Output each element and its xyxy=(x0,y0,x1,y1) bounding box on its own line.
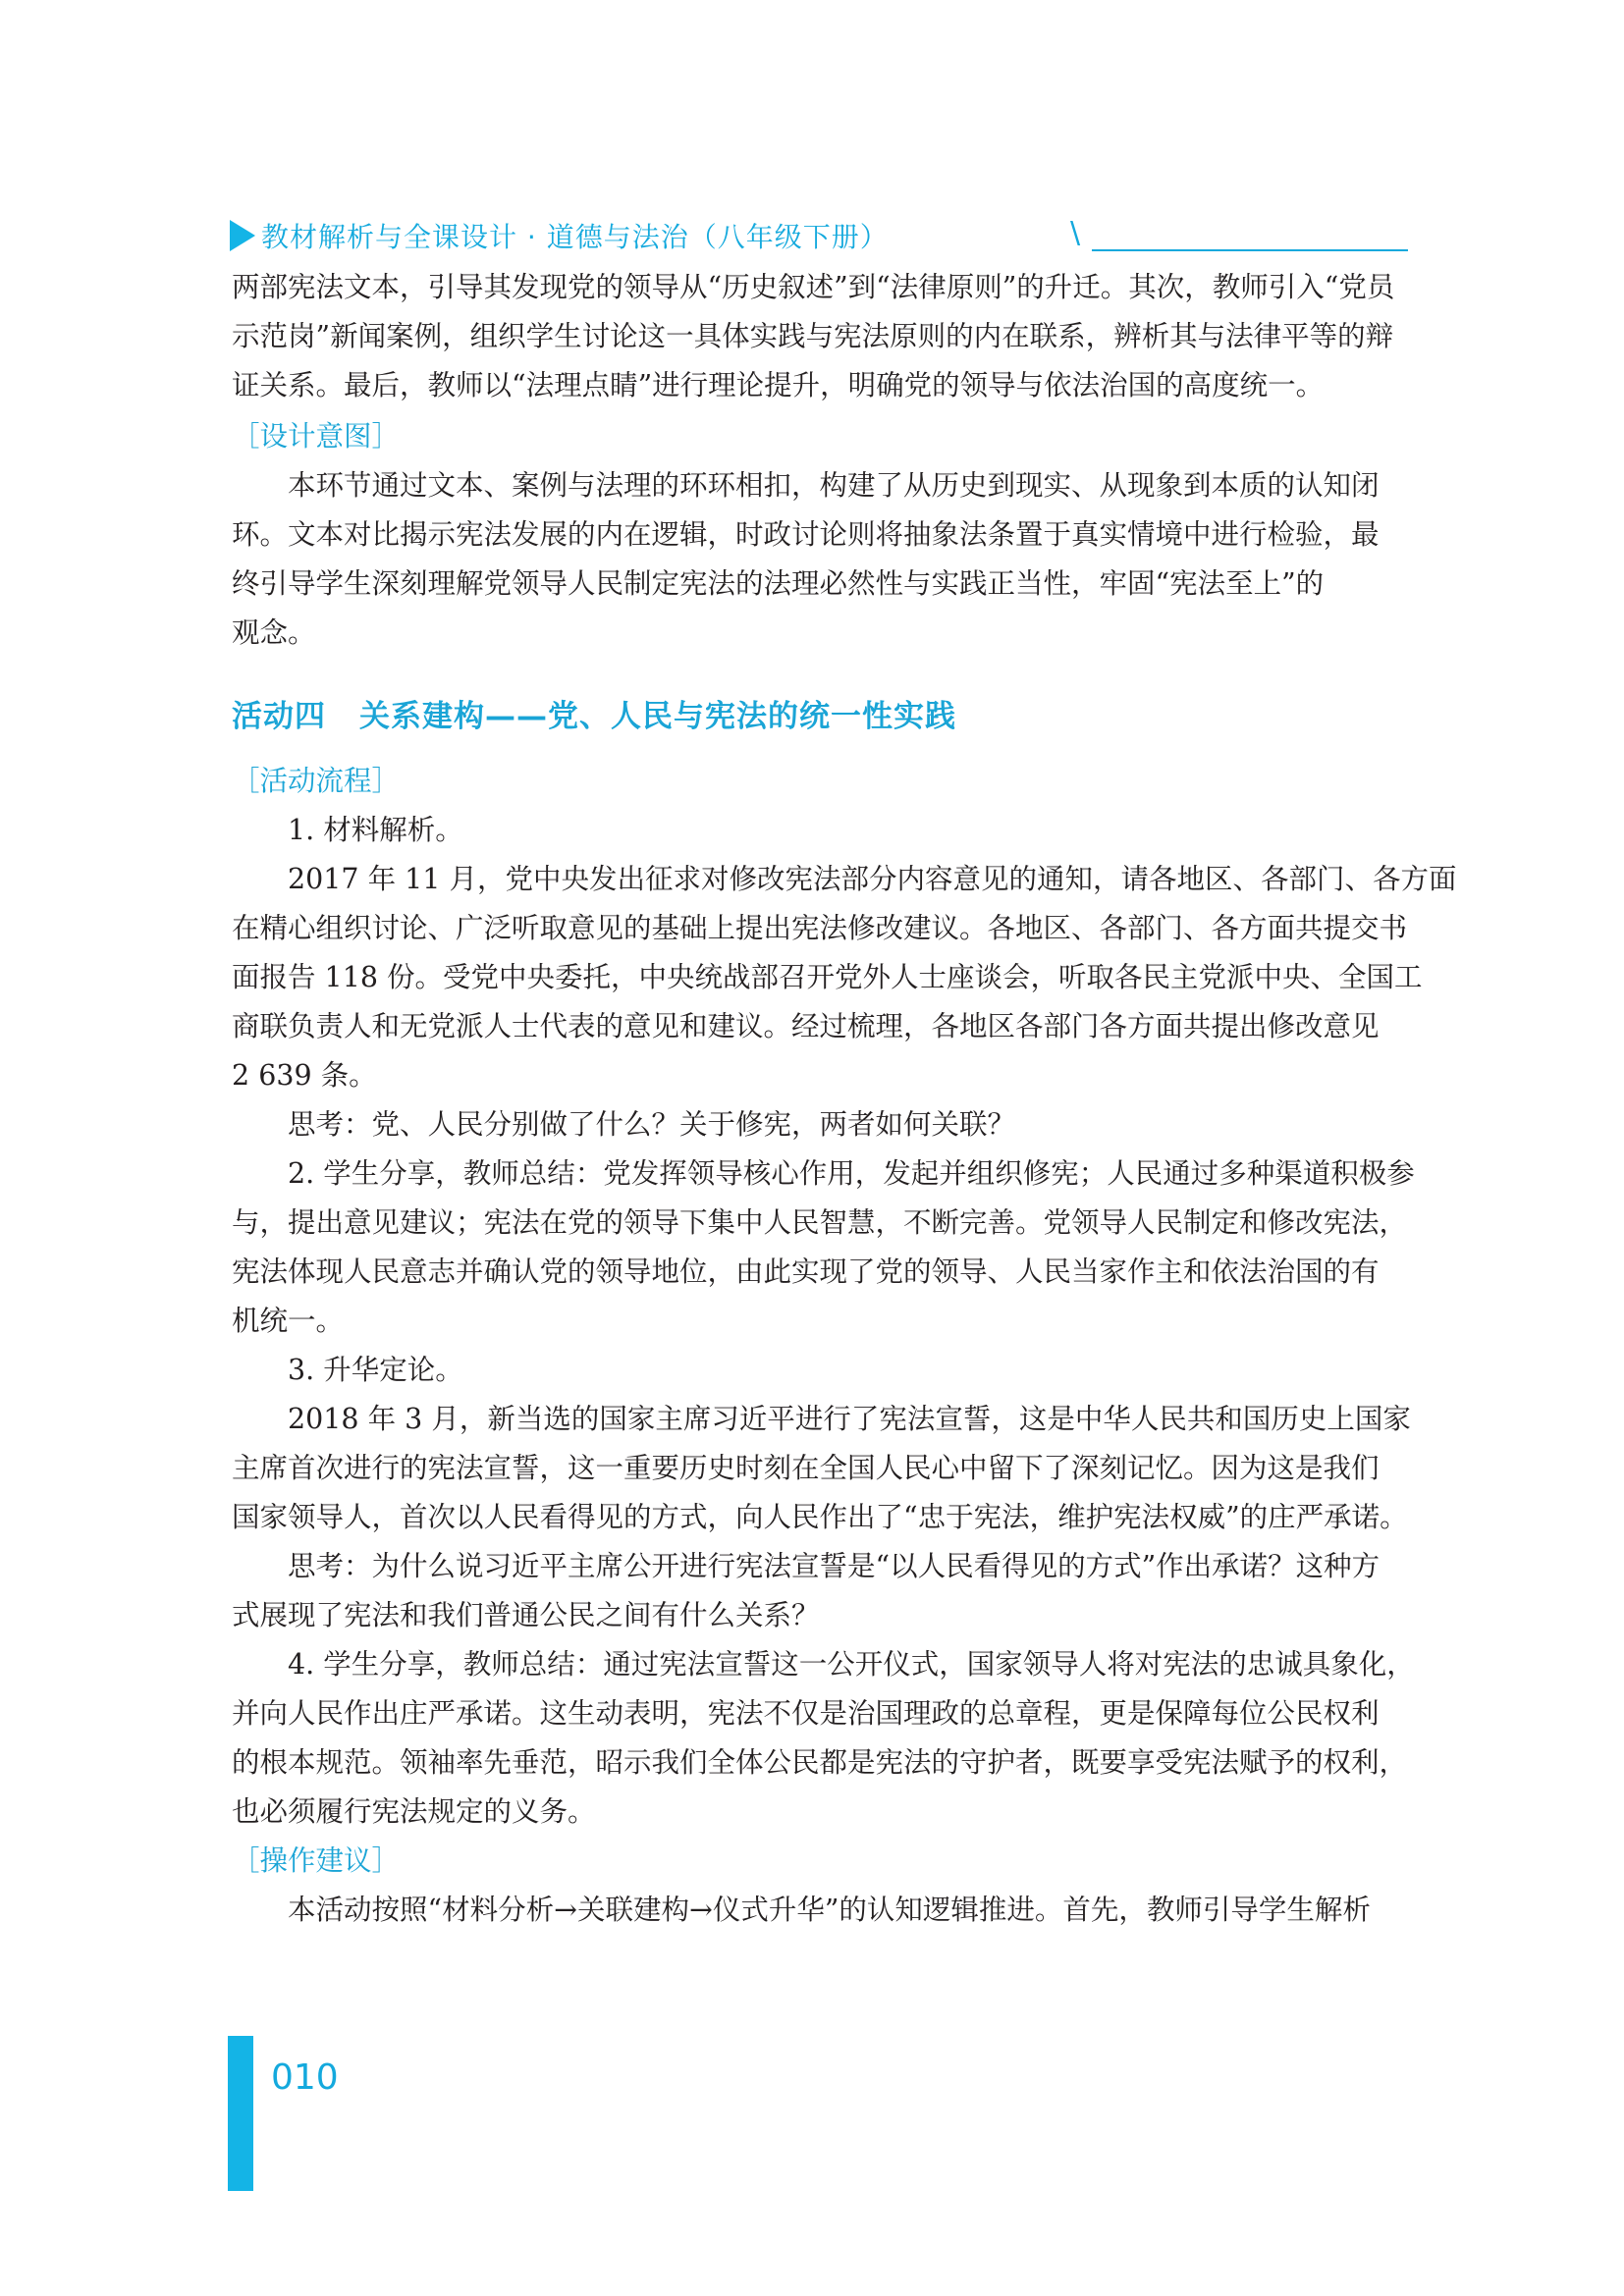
step-heading: 3. 升华定论。 xyxy=(288,1354,463,1386)
page-number: 010 xyxy=(271,2057,339,2098)
header-title: 教材解析与全课设计 · 道德与法治（八年级下册） xyxy=(261,221,889,253)
material-line: 在精心组织讨论、广泛听取意见的基础上提出宪法修改建议。各地区、各部门、各方面共提交书 xyxy=(232,912,1408,944)
body-line: 也必须履行宪法规定的义务。 xyxy=(232,1795,596,1828)
header-triangle-icon xyxy=(230,220,255,251)
body-line: 的根本规范。领袖率先垂范，昭示我们全体公民都是宪法的守护者，既要享受宪法赋予的权利， xyxy=(232,1746,1408,1779)
body-line: 环。文本对比揭示宪法发展的内在逻辑，时政讨论则将抽象法条置于真实情境中进行检验，最 xyxy=(232,518,1380,551)
body-line: 本活动按照“材料分析→关联建构→仪式升华”的认知逻辑推进。首先，教师引导学生解析 xyxy=(288,1894,1371,1926)
flow-tag: ［活动流程］ xyxy=(232,765,401,797)
page-number-bar xyxy=(228,2036,253,2191)
body-line: 示范岗”新闻案例，组织学生讨论这一具体实践与宪法原则的内在联系，辨析其与法律平等的辩 xyxy=(232,320,1394,352)
body-line: 两部宪法文本，引导其发现党的领导从“历史叙述”到“法律原则”的升迁。其次，教师引入“党员 xyxy=(232,271,1395,303)
suggestion-tag: ［操作建议］ xyxy=(232,1844,401,1877)
material-line: 面报告 118 份。受党中央委托，中央统战部召开党外人士座谈会，听取各民主党派中央、全国工 xyxy=(232,961,1423,993)
running-header xyxy=(230,212,1408,255)
material-line: 2018 年 3 月，新当选的国家主席习近平进行了宪法宣誓，这是中华人民共和国历史上国家 xyxy=(288,1403,1411,1435)
header-rule xyxy=(1092,249,1408,251)
question-line: 思考：为什么说习近平主席公开进行宪法宣誓是“以人民看得见的方式”作出承诺？这种方 xyxy=(288,1550,1380,1582)
body-line: 观念。 xyxy=(232,616,316,649)
page-content xyxy=(232,263,1457,1935)
material-line: 2 639 条。 xyxy=(232,1059,377,1092)
activity-title: 关系建构——党、人民与宪法的统一性实践 xyxy=(359,699,956,734)
activity-heading xyxy=(232,691,1406,735)
body-line: 与，提出意见建议；宪法在党的领导下集中人民智慧，不断完善。党领导人民制定和修改宪法， xyxy=(232,1206,1408,1239)
material-line: 国家领导人，首次以人民看得见的方式，向人民作出了“忠于宪法，维护宪法权威”的庄严承诺。 xyxy=(232,1501,1408,1533)
body-line: 并向人民作出庄严承诺。这生动表明，宪法不仅是治国理政的总章程，更是保障每位公民权利 xyxy=(232,1697,1380,1730)
body-line: 2. 学生分享，教师总结：党发挥领导核心作用，发起并组织修宪；人民通过多种渠道积极参 xyxy=(288,1157,1415,1190)
header-slash: \ xyxy=(1070,216,1081,250)
body-line: 宪法体现人民意志并确认党的领导地位，由此实现了党的领导、人民当家作主和依法治国的有 xyxy=(232,1255,1380,1288)
material-line: 主席首次进行的宪法宣誓，这一重要历史时刻在全国人民心中留下了深刻记忆。因为这是我们 xyxy=(232,1452,1380,1484)
body-line: 机统一。 xyxy=(232,1305,345,1337)
body-line: 证关系。最后，教师以“法理点睛”进行理论提升，明确党的领导与依法治国的高度统一。 xyxy=(232,369,1325,401)
body-line: 终引导学生深刻理解党领导人民制定宪法的法理必然性与实践正当性，牢固“宪法至上”的 xyxy=(232,567,1325,600)
design-intent-tag: ［设计意图］ xyxy=(232,420,401,453)
question-line: 式展现了宪法和我们普通公民之间有什么关系？ xyxy=(232,1599,820,1631)
step-heading: 1. 材料解析。 xyxy=(288,814,463,846)
body-line: 本环节通过文本、案例与法理的环环相扣，构建了从历史到现实、从现象到本质的认知闭 xyxy=(288,469,1380,502)
material-line: 2017 年 11 月，党中央发出征求对修改宪法部分内容意见的通知，请各地区、各部门、各方面 xyxy=(288,863,1457,895)
activity-number: 活动四 xyxy=(232,699,326,734)
body-line: 4. 学生分享，教师总结：通过宪法宣誓这一公开仪式，国家领导人将对宪法的忠诚具象化， xyxy=(288,1648,1415,1681)
question-line: 思考：党、人民分别做了什么？关于修宪，两者如何关联？ xyxy=(288,1108,1016,1141)
material-line: 商联负责人和无党派人士代表的意见和建议。经过梳理，各地区各部门各方面共提出修改意见 xyxy=(232,1010,1380,1042)
